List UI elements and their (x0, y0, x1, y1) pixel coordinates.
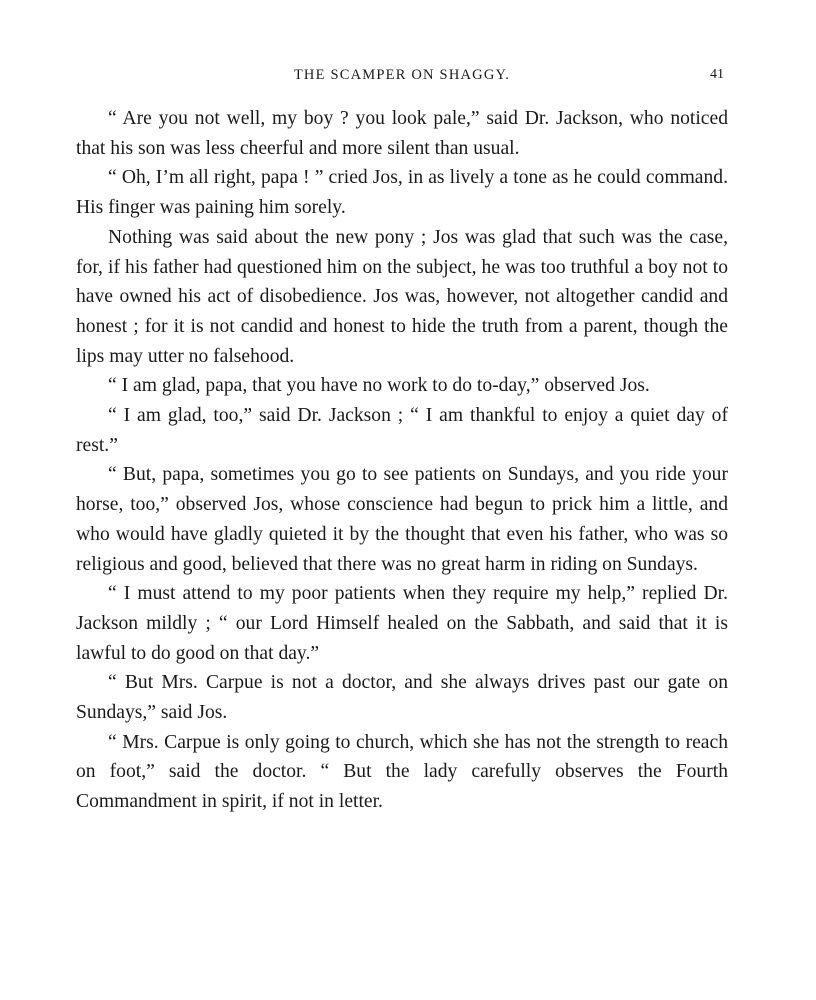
paragraph: “ Mrs. Carpue is only going to church, which she has not the strength to reach on foot,” said the doctor. “ But the lady carefully observes the Fourth Commandment in spirit, if not in letter. (76, 731, 728, 813)
paragraph: “ I must attend to my poor patients when they require my help,” replied Dr. Jackson mildly ; “ our Lord Himself healed on the Sabbath, and said that it is lawful to do good on that day.” (76, 583, 728, 664)
body-text (76, 104, 728, 817)
paragraph: “ Are you not well, my boy ? you look pale,” said Dr. Jackson, who noticed that his son was less cheerful and more silent than usual. (76, 108, 728, 159)
page-header (76, 64, 728, 88)
paragraph: “ Oh, I’m all right, papa ! ” cried Jos, in as lively a tone as he could command. His finger was paining him sorely. (76, 167, 728, 219)
paragraph: “ I am glad, too,” said Dr. Jackson ; “ I am thankful to enjoy a quiet day of rest.” (76, 405, 728, 456)
paragraph: “ But Mrs. Carpue is not a doctor, and she always drives past our gate on Sundays,” said Jos. (76, 672, 728, 724)
paragraph: Nothing was said about the new pony ; Jos was glad that such was the case, for, if his father had questioned him on the subject, he was too truthful a boy not to have owned his act of disobedience. Jos was, however, not altogether candid and honest ; for it is not candid and honest to hide the truth from a parent, though the lips may utter no falsehood. (76, 226, 728, 367)
page-number: 41 (710, 67, 724, 82)
running-title: THE SCAMPER ON SHAGGY. (293, 67, 511, 83)
paragraph: “ I am glad, papa, that you have no work to do to-day,” observed Jos. (108, 375, 650, 397)
paragraph: “ But, papa, sometimes you go to see patients on Sundays, and you ride your horse, too,” observed Jos, whose conscience had begun to prick him a little, and who would have gladly quieted it by the thought that even his father, who was so religious and good, believed that there was no great harm in riding on Sundays. (76, 464, 728, 575)
